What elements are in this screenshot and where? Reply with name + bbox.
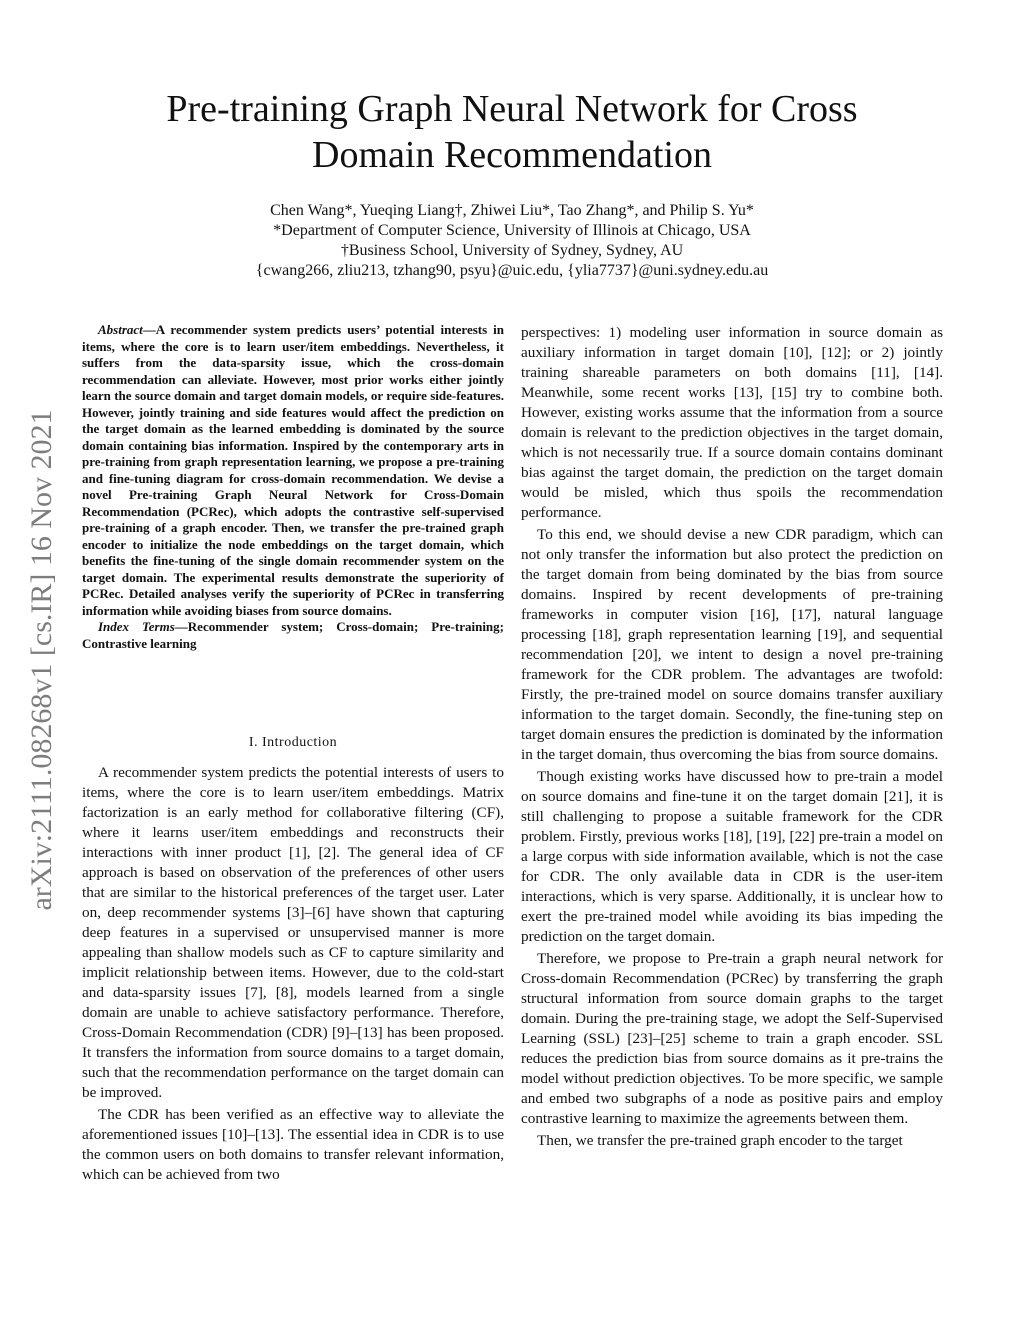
right-column-body (521, 323, 943, 1153)
abstract-paragraph (82, 322, 504, 619)
paragraph: The CDR has been verified as an effective way to alleviate the aforementioned issues [10]–[13]. The essential idea in CDR is to use the common users on both domains to transfer relevant information, which can be achieved from two (82, 1106, 504, 1183)
affiliation-sydney: †Business School, University of Sydney, Sydney, AU (340, 242, 684, 259)
left-column-body (82, 763, 504, 1187)
paragraph: perspectives: 1) modeling user information in source domain as auxiliary information in target domain [10], [12]; or 2) jointly training shareable parameters on both domains [11], [14]. Meanwhile, some recent works [13], [15] try to combine both. However, existing works assume that the information from a source domain is relevant to the prediction objectives in the target domain, which is not necessarily true. If a source domain contains dominant bias against the target domain, the prediction on the target domain would be misled, which thus spoils the recommendation performance. (521, 324, 943, 521)
section-heading-introduction: I. Introduction (248, 735, 338, 750)
title-line-1: Pre-training Graph Neural Network for Cross (166, 88, 858, 130)
index-terms-text: —Recommender system; Cross-domain; Pre-training; Contrastive learning (82, 619, 504, 651)
affiliation-uic: *Department of Computer Science, University of Illinois at Chicago, USA (273, 222, 751, 239)
abstract-label: Abstract (98, 322, 143, 337)
paragraph: Though existing works have discussed how to pre-train a model on source domains and fine-tune it on the target domain [21], it is still challenging to propose a suitable framework for the CDR problem. Firstly, previous works [18], [19], [22] pre-train a model on a large corpus with side information available, which is not the case for CDR. The only available data in CDR is the user-item interactions, which is very sparse. Additionally, it is unclear how to exert the pre-trained model while avoiding its bias impeding the prediction on the target domain. (521, 768, 943, 945)
abstract (82, 322, 504, 652)
paragraph: A recommender system predicts the potential interests of users to items, where the core is to learn user/item embeddings. Matrix factorization is an early method for collaborative filtering (CF), where it learns user/item embeddings and reconstructs their interactions with inner product [1], [2]. The general idea of CF approach is based on observation of the preferences of other users that are similar to the historical preferences of the target user. Later on, deep recommender systems [3]–[6] have shown that capturing deep features in a supervised or unsupervised manner is more appealing than shallow models such as CF to capture similarity and implicit relationship between items. However, due to the cold-start and data-sparsity issues [7], [8], models learned from a single domain are unable to achieve satisfactory performance. Therefore, Cross-Domain Recommendation (CDR) [9]–[13] has been proposed. It transfers the information from source domains to a target domain, such that the recommendation performance on the target domain can be improved. (82, 764, 504, 1101)
arxiv-identifier: arXiv:2111.08268v1 [cs.IR] 16 Nov 2021 (25, 409, 58, 911)
index-terms-paragraph (82, 619, 504, 652)
index-terms-label: Index Terms (98, 619, 175, 634)
abstract-text: —A recommender system predicts users’ potential interests in items, where the core is to learn user/item embeddings. Nevertheless, it suffers from the data-sparsity issue, which the cross-domain recommendation can alleviate. However, most prior works either jointly learn the source domain and target domain models, or require side-features. However, jointly training and side features would affect the prediction on the target domain as the learned embedding is dominated by the source domain containing bias information. Inspired by the contemporary arts in pre-training from graph representation learning, we propose a pre-training and fine-tuning diagram for cross-domain recommendation. We devise a novel Pre-training Graph Neural Network for Cross-Domain Recommendation (PCRec), which adopts the contrastive self-supervised pre-training of a graph encoder. Then, we transfer the pre-trained graph encoder to initialize the node embeddings on the target domain, which benefits the fine-tuning of the single domain recommender system on the target domain. The experimental results demonstrate the superiority of PCRec. Detailed analyses verify the superiority of PCRec in transferring information while avoiding biases from source domains. (82, 322, 504, 618)
author-emails: {cwang266, zliu213, tzhang90, psyu}@uic.edu, {ylia7737}@uni.sydney.edu.au (255, 262, 769, 279)
paper-title (0, 86, 1024, 178)
author-block (0, 201, 1024, 281)
author-names: Chen Wang*, Yueqing Liang†, Zhiwei Liu*, Tao Zhang*, and Philip S. Yu* (270, 202, 754, 219)
paragraph: To this end, we should devise a new CDR paradigm, which can not only transfer the information but also protect the prediction on the target domain from being dominated by the bias from source domains. Inspired by recent developments of pre-training frameworks in computer vision [16], [17], natural language processing [18], graph representation learning [19], and sequential recommendation [20], we intent to design a novel pre-training framework for the CDR problem. The advantages are twofold: Firstly, the pre-trained model on source domains transfer auxiliary information to the target domain. Secondly, the fine-tuning step on target domain ensures the prediction is dominated by the information in the target domain, thus overcoming the bias from source domains. (521, 526, 943, 763)
paragraph: Therefore, we propose to Pre-train a graph neural network for Cross-domain Recommendation (PCRec) by transferring the graph structural information from source domain graphs to the target domain. During the pre-training stage, we adopt the Self-Supervised Learning (SSL) [23]–[25] scheme to train a graph encoder. SSL reduces the prediction bias from source domains as it pre-trains the model without prediction objectives. To be more specific, we sample and embed two subgraphs of a node as positive pairs and employ contrastive learning to maximize the agreements between them. (521, 950, 943, 1127)
title-line-2: Domain Recommendation (312, 134, 712, 176)
arxiv-side-label (18, 360, 66, 960)
paragraph: Then, we transfer the pre-trained graph encoder to the target (537, 1132, 903, 1149)
